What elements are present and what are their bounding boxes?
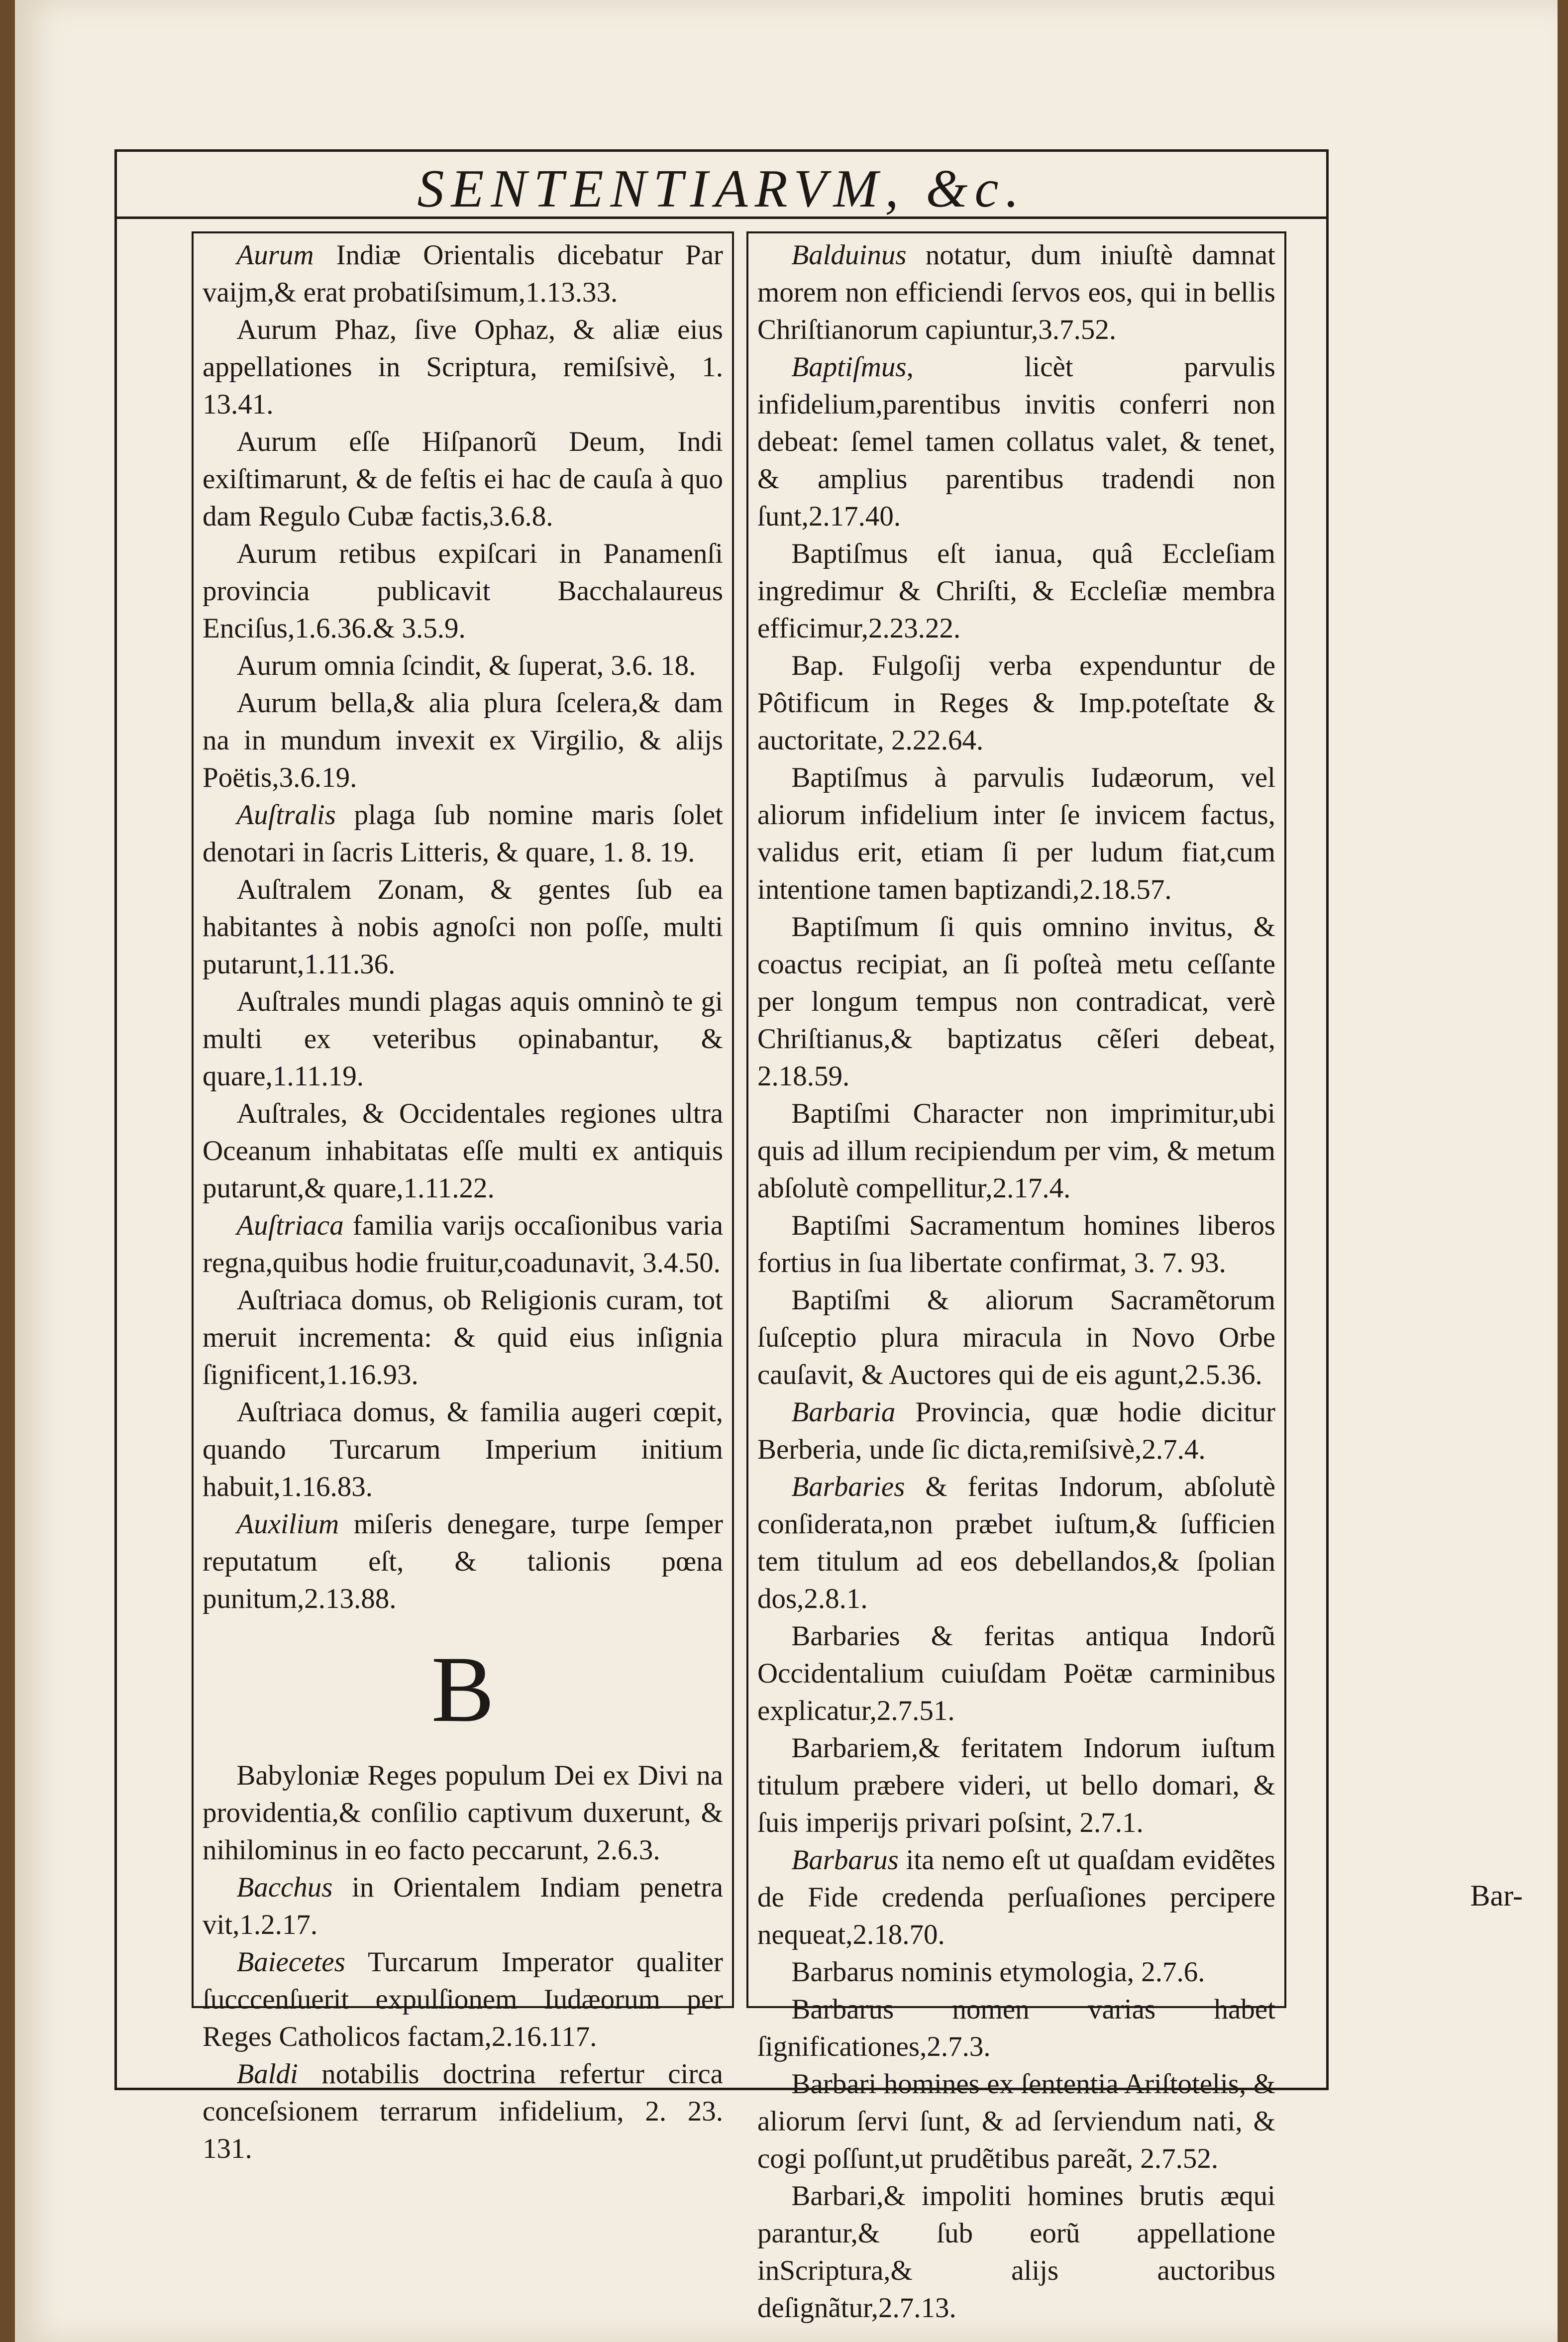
entry-headword: Barbarus [791,1844,899,1876]
index-entry [203,1095,723,1207]
index-entry [203,236,723,311]
entry-text: Turcarum Imperator qualiter ſucccenſuerit expulſionem Iudæorum per Reges Catholicos factam,2.16.117. [203,1946,723,2052]
left-entries-b [203,1757,723,2167]
entry-text: Baptiſmus eſt ianua, quâ Eccleſiam ingredimur & Chriſti, & Eccleſiæ membra efficimur,2.23.22. [757,538,1275,644]
entry-text: Baptiſmus à parvulis Iudæorum, vel aliorum infidelium inter ſe invicem factus, validus erit, etiam ſi per ludum fiat,cum intentione tamen baptizandi,2.18.57. [757,762,1275,905]
entry-text: familia varijs occaſionibus varia regna,quibus hodie fruitur,coadunavit, 3.4.50. [203,1210,723,1278]
entry-headword: Aurum [236,239,314,271]
index-entry [757,348,1275,535]
entry-headword: Barbaria [791,1396,896,1428]
entry-text: Barbaries & feritas antiqua Indorũ Occidentalium cuiuſdam Poëtæ carminibus explicatur,2.7.51. [757,1620,1275,1726]
index-entry [203,423,723,535]
entry-text: plaga ſub nomine maris ſolet denotari in ſacris Litteris, & quare, 1. 8. 19. [203,799,723,868]
entry-text: Baptiſmi Sacramentum homines liberos fortius in ſua libertate confirmat, 3. 7. 93. [757,1210,1275,1278]
index-entry [203,983,723,1095]
entry-text: Baptiſmi Character non imprimitur,ubi quis ad illum recipiendum per vim, & metum abſolutè compellitur,2.17.4. [757,1098,1275,1204]
section-letter: B [431,1637,495,1742]
entry-text: notabilis doctrina refertur circa conceſsionem terrarum infidelium, 2. 23. 131. [203,2058,723,2164]
entry-headword: Baiecetes [236,1946,345,1978]
entry-text: Aurum Phaz, ſive Ophaz, & aliæ eius appellationes in Scriptura, remiſsivè, 1. 13.41. [203,314,723,420]
index-entry [757,1468,1275,1617]
entry-headword: Auſtralis [236,799,336,831]
header-rule [117,216,1326,219]
index-entry [203,2055,723,2167]
index-entry [757,535,1275,647]
index-entry [757,236,1275,348]
index-entry [757,1617,1275,1729]
index-entry [203,535,723,647]
entry-text: & feritas Indorum, abſolutè conſiderata,non præbet iuſtum,& ſufficien tem titulum ad eos debellandos,& ſpolian dos,2.8.1. [757,1471,1275,1614]
index-entry [203,871,723,983]
index-entry [757,2177,1275,2327]
entry-text: Auſtrales mundi plagas aquis omninò te gi multi ex veteribus opinabantur, & quare,1.11.19. [203,986,723,1092]
index-entry [757,759,1275,908]
index-entry [757,1207,1275,1281]
index-entry [203,1393,723,1505]
entry-text: Bap. Fulgoſij verba expenduntur de Pôtificum in Reges & Imp.poteſtate & auctoritate, 2.22.64. [757,650,1275,756]
entry-headword: Barbaries [791,1471,905,1502]
right-entries [757,236,1275,2327]
entry-text: notatur, dum iniuſtè damnat morem non efficiendi ſervos eos, qui in bellis Chriſtianorum capiuntur,3.7.52. [757,239,1275,345]
entry-text: Indiæ Orientalis dicebatur Par vaijm,& erat probatiſsimum,1.13.33. [203,239,723,308]
entry-text: Auſtriaca domus, & familia augeri cœpit, quando Turcarum Imperium initium habuit,1.16.83. [203,1396,723,1502]
index-entry [757,908,1275,1095]
index-entry [757,2065,1275,2177]
index-entry [203,1207,723,1281]
page-frame [114,149,1329,2324]
entry-text: Baptiſmum ſi quis omnino invitus, & coactus recipiat, an ſi poſteà metu ceſſante per longum tempus non contradicat, verè Chriſtianus,& baptizatus cẽſeri debeat, 2.18.59. [757,911,1275,1092]
entry-text: Barbariem,& feritatem Indorum iuſtum titulum præbere videri, ut bello domari, & ſuis imperijs privari poſsint, 2.7.1. [757,1732,1275,1838]
entry-text: , licèt parvulis infidelium,parentibus invitis conferri non debeat: ſemel tamen collatus valet, & tenet, & amplius parentibus tradendi non ſunt,2.17.40. [757,351,1275,532]
entry-headword: Auxilium [236,1508,339,1540]
book-page [15,0,1558,2342]
entry-headword: Auſtriaca [236,1210,344,1241]
entry-text: Barbarus nominis etymologia, 2.7.6. [791,1956,1205,1988]
entry-text: ita nemo eſt ut quaſdam evidẽtes de Fide credenda perſuaſiones percipere nequeat,2.18.70. [757,1844,1275,1950]
entry-text: Aurum bella,& alia plura ſcelera,& dam na in mundum invexit ex Virgilio, & alijs Poëtis,3.6.19. [203,687,723,793]
left-column [192,231,734,2164]
entry-text: in Orientalem Indiam penetra vit,1.2.17. [203,1872,723,1940]
entry-headword: Bacchus [236,1872,333,1903]
entry-text: Babyloniæ Reges populum Dei ex Divi na providentia,& conſilio captivum duxerunt, & nihilominus in eo facto peccarunt, 2.6.3. [203,1760,723,1866]
entry-text: Barbari,& impoliti homines brutis æqui parantur,& ſub eorũ appellatione inScriptura,& alijs auctoribus deſignãtur,2.7.13. [757,2180,1275,2324]
index-entry [203,311,723,423]
index-entry [203,1281,723,1393]
entry-text: Aurum omnia ſcindit, & ſuperat, 3.6. 18. [236,650,696,681]
entry-text: Provincia, quæ hodie dicitur Berberia, unde ſic dicta,remiſsivè,2.7.4. [757,1396,1275,1465]
entry-text: Barbari homines ex ſententia Ariſtotelis, & aliorum ſervi ſunt, & ad ſerviendum nati, & cogi poſſunt,ut prudẽtibus pareãt, 2.7.52. [757,2068,1275,2174]
index-entry [757,1281,1275,1393]
index-entry [757,1991,1275,2065]
entry-text: Auſtralem Zonam, & gentes ſub ea habitantes à nobis agnoſci non poſſe, multi putarunt,1.11.36. [203,874,723,980]
index-entry [757,1841,1275,1953]
left-entries [203,236,723,1617]
entry-headword: Baptiſmus [791,351,907,383]
catchword: Bar- [1470,1879,1523,1912]
entry-text: Auſtriaca domus, ob Religionis curam, tot meruit incrementa: & quid eius inſignia ſignificent,1.16.93. [203,1284,723,1390]
index-entry [203,1943,723,2055]
index-entry [203,1757,723,1869]
index-entry [757,1953,1275,1991]
entry-text: Baptiſmi & aliorum Sacramẽtorum ſuſceptio plura miracula in Novo Orbe cauſavit, & Auctores qui de eis agunt,2.5.36. [757,1284,1275,1390]
entry-headword: Baldi [236,2058,298,2090]
index-entry [757,647,1275,759]
index-entry [203,1869,723,1943]
entry-text: Aurum eſſe Hiſpanorũ Deum, Indi exiſtimarunt, & de feſtis ei hac de cauſa à quo dam Regulo Cubæ factis,3.6.8. [203,426,723,532]
entry-text: Barbarus nomen varias habet ſignificationes,2.7.3. [757,1994,1275,2062]
right-column [746,231,1286,2324]
index-entry [203,684,723,796]
index-entry [203,1505,723,1617]
entry-text: miſeris denegare, turpe ſemper reputatum eſt, & talionis pœna punitum,2.13.88. [203,1508,723,1614]
entry-text: Aurum retibus expiſcari in Panamenſi provincia publicavit Bacchalaureus Enciſus,1.6.36.& 3.5.9. [203,538,723,644]
running-title: SENTENTIARVM, &c. [417,159,1026,218]
index-entry [757,1729,1275,1841]
index-entry [203,647,723,684]
entry-text: Auſtrales, & Occidentales regiones ultra Oceanum inhabitatas eſſe multi ex antiquis putarunt,& quare,1.11.22. [203,1098,723,1204]
entry-headword: Balduinus [791,239,907,271]
index-entry [757,1095,1275,1207]
index-entry [203,796,723,871]
index-entry [757,1393,1275,1468]
